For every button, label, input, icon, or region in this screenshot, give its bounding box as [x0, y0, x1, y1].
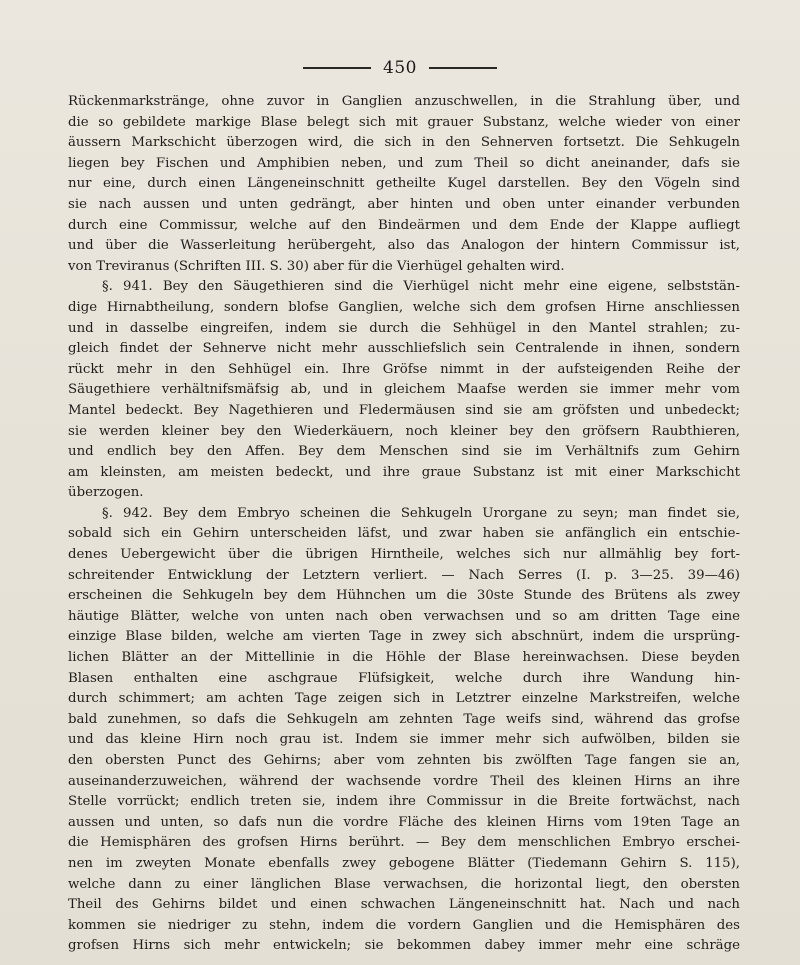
- text-line: die so gebildete markige Blase belegt sich mit grauer Substanz, welche wieder von einer: [68, 114, 740, 130]
- text-line: Rückenmarkstränge, ohne zuvor in Ganglien anzuschwellen, in die Strahlung über, und: [68, 94, 740, 109]
- text-line: Mantel bedeckt. Bey Nagethieren und Fledermäusen sind sie am gröfsten und unbedeckt;: [68, 402, 740, 418]
- text-line: und in dasselbe eingreifen, indem sie durch die Sehhügel in den Mantel strahlen; zu-: [68, 320, 740, 336]
- text-line: kommen sie niedriger zu stehn, indem die vordern Ganglien und die Hemisphären des: [68, 917, 740, 933]
- text-line: von Treviranus (Schriften III. S. 30) aber für die Vierhügel gehalten wird.: [68, 258, 565, 274]
- text-line: am kleinsten, am meisten bedeckt, und ihre graue Substanz ist mit einer Markschicht: [68, 464, 740, 480]
- text-line: nen im zweyten Monate ebenfalls zwey gebogene Blätter (Tiedemann Gehirn S. 115),: [68, 855, 740, 871]
- text-line: denes Uebergewicht über die übrigen Hirntheile, welches sich nur allmählig bey fort-: [68, 547, 740, 563]
- text-line: den obersten Punct des Gehirns; aber vom zehnten bis zwölften Tage fangen sie an,: [68, 753, 740, 768]
- text-line: bald zunehmen, so dafs die Sehkugeln am zehnten Tage weifs sind, während das grofse: [68, 711, 740, 727]
- text-line: überzogen.: [68, 485, 144, 501]
- text-line: Theil des Gehirns bildet und einen schwachen Längeneinschnitt hat. Nach und nach: [68, 897, 740, 913]
- text-line: welche dann zu einer länglichen Blase verwachsen, die horizontal liegt, den obersten: [68, 876, 740, 892]
- text-line: durch eine Commissur, welche auf den Bindeärmen und dem Ende der Klappe aufliegt: [68, 217, 740, 233]
- text-line: und über die Wasserleitung herübergeht, also das Analogon der hintern Commissur ist,: [68, 238, 740, 254]
- text-line: schreitender Entwicklung der Letztern verliert. — Nach Serres (I. p. 3—25. 39—46): [68, 567, 740, 583]
- text-line: §. 941. Bey den Säugethieren sind die Vierhügel nicht mehr eine eigene, selbststän-: [102, 279, 740, 295]
- text-line: durch schimmert; am achten Tage zeigen sich in Letztrer einzelne Markstreifen, welche: [68, 691, 740, 707]
- text-line: sie werden kleiner bey den Wiederkäuern, noch kleiner bey den gröfsern Raubthieren,: [68, 423, 740, 439]
- page-header: [0, 56, 800, 80]
- text-line: nur eine, durch einen Längeneinschnitt getheilte Kugel darstellen. Bey den Vögeln sind: [68, 176, 740, 192]
- text-line: aussen und unten, so dafs nun die vordre Fläche des kleinen Hirns vom 19ten Tage an: [68, 814, 740, 830]
- text-line: dige Hirnabtheilung, sondern blofse Ganglien, welche sich dem grofsen Hirne anschliessen: [68, 299, 740, 315]
- header-rule-right: [429, 67, 497, 69]
- page-number: 450: [383, 58, 417, 78]
- text-line: die Hemisphären des grofsen Hirns berührt. — Bey dem menschlichen Embryo erschei-: [68, 835, 740, 851]
- text-line: Stelle vorrückt; endlich treten sie, indem ihre Commissur in die Breite fortwächst, nach: [68, 794, 740, 810]
- text-line: sobald sich ein Gehirn unterscheiden läfst, und zwar haben sie anfänglich ein entschie-: [68, 526, 740, 542]
- text-line: grofsen Hirns sich mehr entwickeln; sie bekommen dabey immer mehr eine schräge: [68, 938, 740, 954]
- text-line: Säugethiere verhältnifsmäfsig ab, und in gleichem Maafse werden sie immer mehr vom: [68, 382, 740, 398]
- text-line: äussern Markschicht überzogen wird, die sich in den Sehnerven fortsetzt. Die Sehkugeln: [68, 135, 740, 151]
- text-line: erscheinen die Sehkugeln bey dem Hühnchen um die 30ste Stunde des Brütens als zwey: [68, 588, 740, 604]
- text-line: und endlich bey den Affen. Bey dem Menschen sind sie im Verhältnifs zum Gehirn: [68, 444, 740, 460]
- body-text: [68, 92, 740, 957]
- text-line: und das kleine Hirn noch grau ist. Indem sie immer mehr sich aufwölben, bilden sie: [68, 732, 740, 748]
- text-line: gleich findet der Sehnerve nicht mehr ausschliefslich sein Centralende in ihnen, sondern: [68, 341, 740, 357]
- text-line: häutige Blätter, welche von unten nach oben verwachsen und so am dritten Tage eine: [68, 608, 740, 624]
- text-line: auseinanderzuweichen, während der wachsende vordre Theil des kleinen Hirns an ihre: [68, 773, 740, 789]
- header-rule-left: [303, 67, 371, 69]
- text-line: einzige Blase bilden, welche am vierten Tage in zwey sich abschnürt, indem die ursprüng-: [68, 629, 740, 645]
- text-line: §. 942. Bey dem Embryo scheinen die Sehkugeln Urorgane zu seyn; man findet sie,: [102, 505, 740, 521]
- text-line: rückt mehr in den Sehhügel ein. Ihre Gröfse nimmt in der aufsteigenden Reihe der: [68, 361, 740, 377]
- text-line: sie nach aussen und unten gedrängt, aber hinten und oben unter einander verbunden: [68, 196, 740, 212]
- text-line: liegen bey Fischen und Amphibien neben, und zum Theil so dicht aneinander, dafs sie: [68, 155, 740, 171]
- text-line: Blasen enthalten eine aschgraue Flüfsigkeit, welche durch ihre Wandung hin-: [68, 670, 740, 686]
- text-line: lichen Blätter an der Mittellinie in die Höhle der Blase hereinwachsen. Diese beyden: [68, 650, 740, 666]
